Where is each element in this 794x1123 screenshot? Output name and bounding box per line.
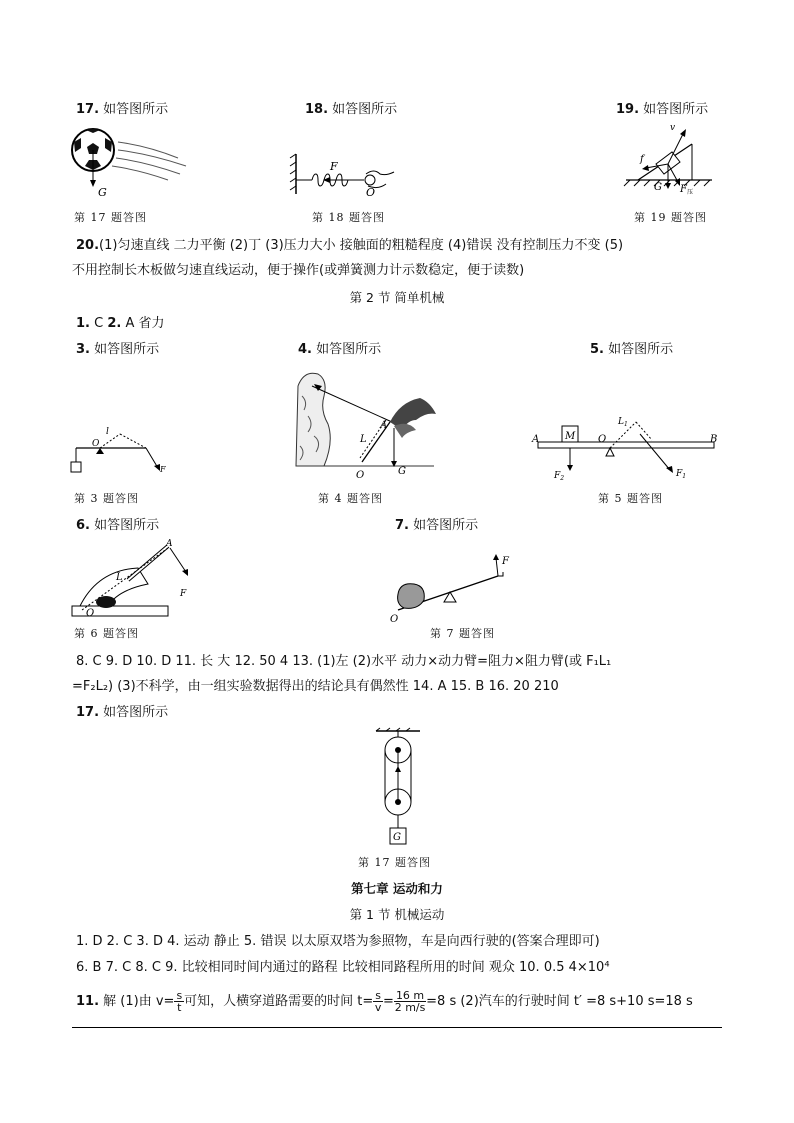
bottom-divider xyxy=(72,1027,722,1028)
label-F6: F xyxy=(180,589,187,599)
lever-figure-5 xyxy=(532,410,722,486)
label-F1: $F_1$ xyxy=(676,469,687,480)
label-F: F xyxy=(330,160,338,173)
answers-1-5: 1. D 2. C 3. D 4. 运动 静止 5. 错误 以太原双塔为参照物，车是向西行驶的(答案合理即可) xyxy=(76,934,600,949)
incline-figure xyxy=(620,122,720,204)
label-O7: O xyxy=(390,614,399,625)
fraction-s-over-t: $\frac{s}{t}$ xyxy=(176,989,183,1014)
q20-line1: 20.(1)匀速直线 二力平衡 (2)丁 (3)压力大小 接触面的粗糙程度 (4)错误 没有控制压力不变 (5) xyxy=(76,238,624,253)
answers-8-16-line2: =F₂L₂) (3)不科学，由一组实验数据得出的结论具有偶然性 14. A 15. B 16. 20 210 xyxy=(72,679,559,694)
q4-heading: 4. 如答图所示 xyxy=(298,342,382,357)
q17-heading: 17. 如答图所示 xyxy=(76,102,169,117)
pulley-figure xyxy=(368,728,428,852)
q20-line2: 不用控制长木板做匀速直线运动，便于操作(或弹簧测力计示数稳定，便于读数) xyxy=(72,263,525,278)
q18-caption: 第 18 题答图 xyxy=(312,211,385,224)
label-L4: L xyxy=(360,434,367,445)
section2-title: 第 2 节 简单机械 xyxy=(349,290,445,305)
q17b-heading: 17. 如答图所示 xyxy=(76,705,169,720)
spring-figure xyxy=(290,150,400,198)
q19-heading: 19. 如答图所示 xyxy=(616,102,709,117)
q5-caption: 第 5 题答图 xyxy=(598,492,663,505)
label-O5: O xyxy=(598,434,607,445)
label-l: l xyxy=(106,427,109,437)
label-O: O xyxy=(366,186,376,199)
q17b-caption: 第 17 题答图 xyxy=(358,856,431,869)
label-A4: A xyxy=(380,420,388,431)
label-O6: O xyxy=(86,608,95,619)
label-M5: M xyxy=(565,431,576,442)
q11-line: 11. 解 (1)由 v= $\frac{s}{t}$ 可知，人横穿道路需要的时间 t= $\frac{s}{v}$ = $\frac{16 m}{2 m/s}$ =8 s (2)汽车的行驶时间 t′ =8 s+10 s=18 s xyxy=(76,989,693,1014)
answers-8-16-line1: 8. C 9. D 10. D 11. 长 大 12. 50 4 13. (1)左 (2)水平 动力×动力臂=阻力×阻力臂(或 F₁L₁ xyxy=(76,654,612,669)
section1-title: 第 1 节 机械运动 xyxy=(349,907,445,922)
label-O4: O xyxy=(356,470,365,481)
q19-caption: 第 19 题答图 xyxy=(634,211,707,224)
label-Fpress: $F_压$ xyxy=(680,184,693,196)
label-O3: O xyxy=(92,439,100,449)
label-G17: G xyxy=(393,832,401,843)
label-L6: L xyxy=(116,572,123,583)
label-F7: F xyxy=(502,556,509,567)
q4-caption: 第 4 题答图 xyxy=(318,492,383,505)
soccer-ball-figure xyxy=(68,128,198,208)
label-F3: F xyxy=(160,465,166,474)
fraction-s-over-v: $\frac{s}{v}$ xyxy=(374,989,382,1014)
q5-heading: 5. 如答图所示 xyxy=(590,342,674,357)
label-A6: A xyxy=(166,539,173,549)
lever-figure-3 xyxy=(66,420,176,486)
label-F2: $F_2$ xyxy=(554,471,565,482)
q6-caption: 第 6 题答图 xyxy=(74,627,139,640)
q3-heading: 3. 如答图所示 xyxy=(76,342,160,357)
q6-heading: 6. 如答图所示 xyxy=(76,518,160,533)
shovel-figure xyxy=(68,540,198,620)
label-G4: G xyxy=(398,466,406,477)
label-v: v xyxy=(670,123,676,133)
q17-caption: 第 17 题答图 xyxy=(74,211,147,224)
q18-heading: 18. 如答图所示 xyxy=(305,102,398,117)
label-f: f xyxy=(640,154,644,165)
label-B5: B xyxy=(710,434,718,445)
label-L1: $L_1$ xyxy=(618,417,628,428)
answers-6-10: 6. B 7. C 8. C 9. 比较相同时间内通过的路程 比较相同路程所用的时间 观众 10. 0.5 4×10⁴ xyxy=(76,960,610,975)
q7-caption: 第 7 题答图 xyxy=(430,627,495,640)
label-A5: A xyxy=(532,434,540,445)
q3-caption: 第 3 题答图 xyxy=(74,492,139,505)
tree-cliff-figure xyxy=(294,366,444,484)
chapter-title: 第七章 运动和力 xyxy=(351,881,443,896)
fraction-16m-over-2ms: $\frac{16 m}{2 m/s}$ xyxy=(394,989,426,1014)
label-G: G xyxy=(98,186,107,199)
answers-1-2: 1. C 2. A 省力 xyxy=(76,316,165,331)
rock-lever-figure xyxy=(388,552,518,624)
q7-heading: 7. 如答图所示 xyxy=(395,518,479,533)
label-G19: G xyxy=(654,182,662,193)
